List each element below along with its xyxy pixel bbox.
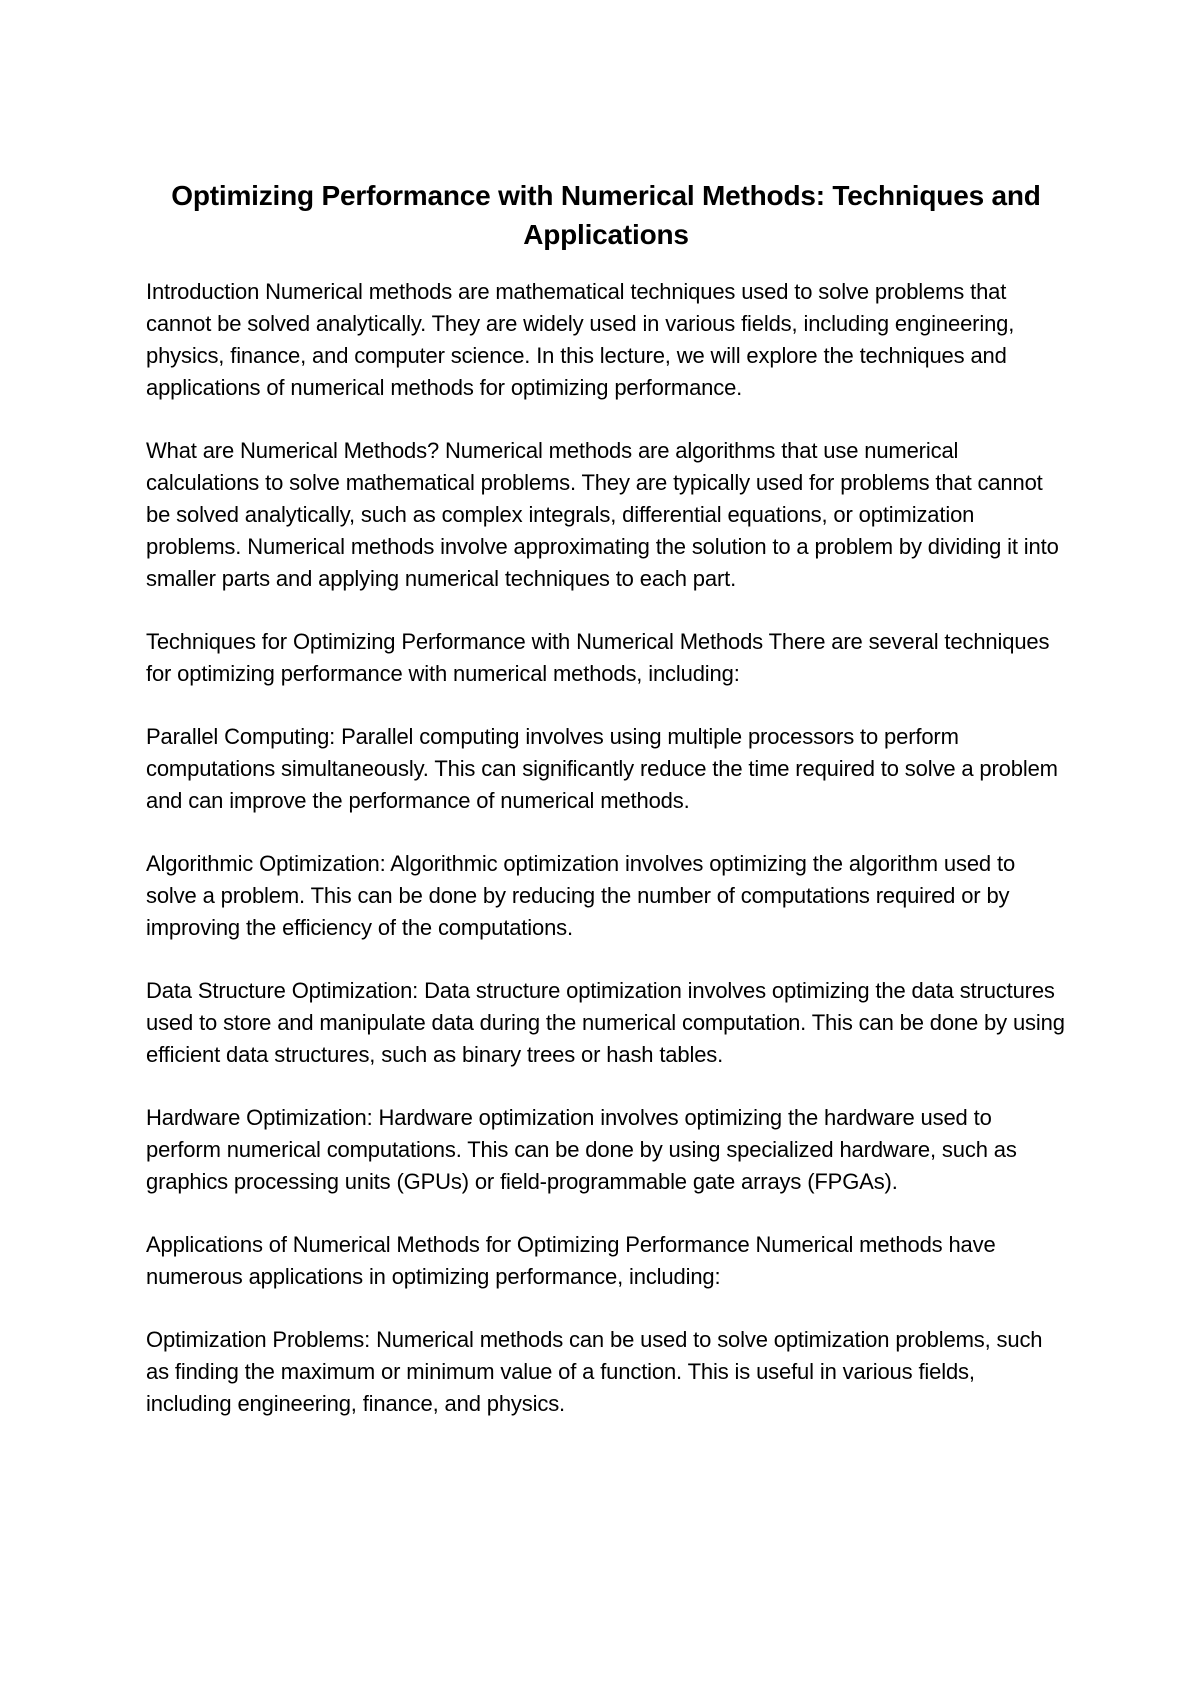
document-content [146, 176, 1066, 1420]
paragraph-what-are-numerical-methods: What are Numerical Methods? Numerical methods are algorithms that use numerical calculations to solve mathematical problems. They are typically used for problems that cannot be solved analytically, such as complex integrals, differential equations, or optimization problems. Numerical methods involve approximating the solution to a problem by dividing it into smaller parts and applying numerical techniques to each part. [146, 438, 1059, 591]
paragraph-applications-intro: Applications of Numerical Methods for Optimizing Performance Numerical methods have numerous applications in optimizing performance, including: [146, 1232, 996, 1289]
document-title: Optimizing Performance with Numerical Methods: Techniques and Applications [171, 180, 1041, 250]
paragraph-hardware-optimization: Hardware Optimization: Hardware optimization involves optimizing the hardware used to perform numerical computations. This can be done by using specialized hardware, such as graphics processing units (GPUs) or field-programmable gate arrays (FPGAs). [146, 1105, 1017, 1194]
paragraph-optimization-problems: Optimization Problems: Numerical methods can be used to solve optimization problems, such as finding the maximum or minimum value of a function. This is useful in various fields, including engineering, finance, and physics. [146, 1327, 1043, 1416]
paragraph-data-structure-optimization: Data Structure Optimization: Data structure optimization involves optimizing the data structures used to store and manipulate data during the numerical computation. This can be done by using efficient data structures, such as binary trees or hash tables. [146, 978, 1065, 1067]
paragraph-techniques-intro: Techniques for Optimizing Performance with Numerical Methods There are several techniques for optimizing performance with numerical methods, including: [146, 629, 1050, 686]
paragraph-introduction: Introduction Numerical methods are mathematical techniques used to solve problems that cannot be solved analytically. They are widely used in various fields, including engineering, physics, finance, and computer science. In this lecture, we will explore the techniques and applications of numerical methods for optimizing performance. [146, 279, 1015, 400]
paragraph-algorithmic-optimization: Algorithmic Optimization: Algorithmic optimization involves optimizing the algorithm used to solve a problem. This can be done by reducing the number of computations required or by improving the efficiency of the computations. [146, 851, 1016, 940]
paragraph-parallel-computing: Parallel Computing: Parallel computing involves using multiple processors to perform computations simultaneously. This can significantly reduce the time required to solve a problem and can improve the performance of numerical methods. [146, 724, 1058, 813]
